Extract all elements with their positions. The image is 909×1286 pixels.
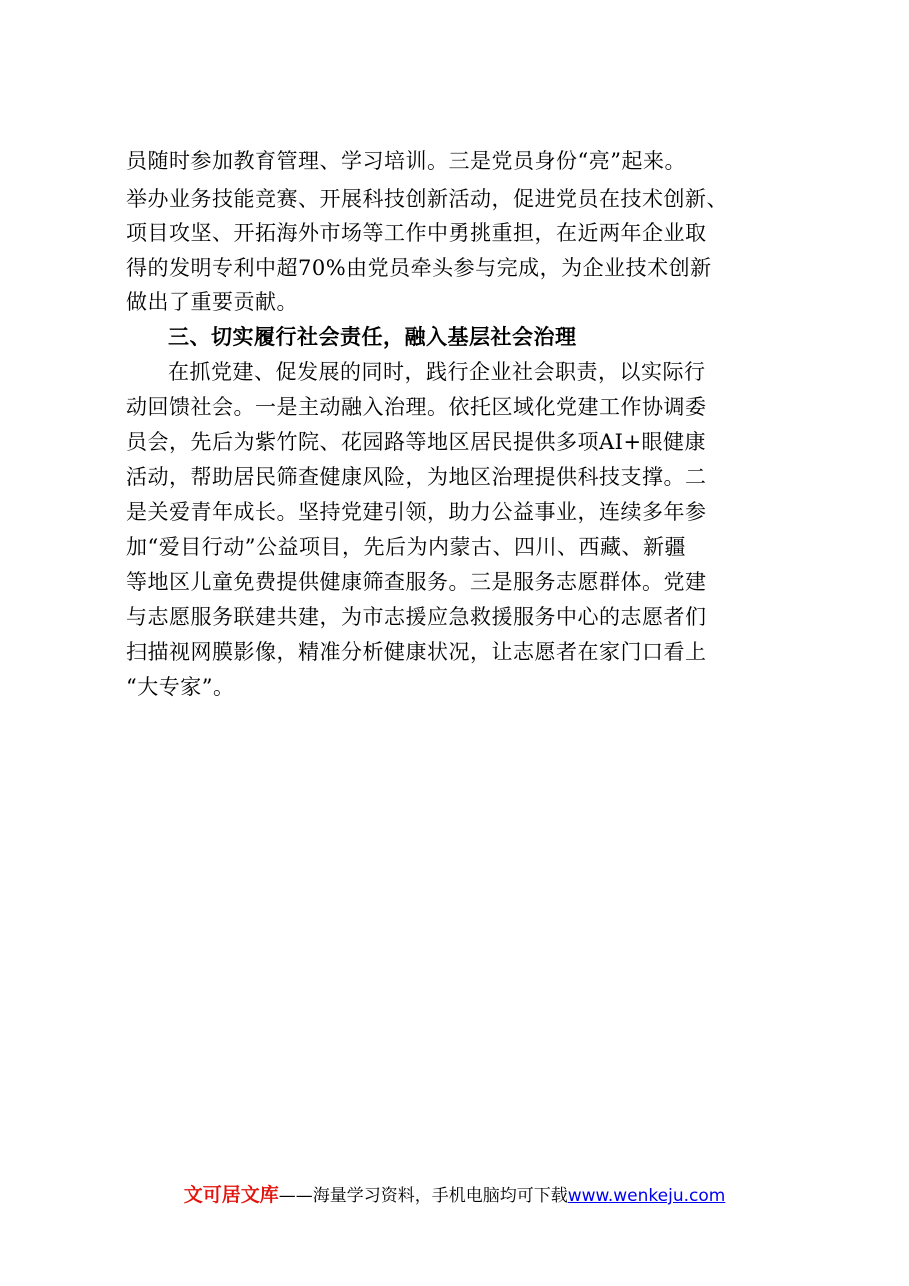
section-heading: 三、切实履行社会责任，融入基层社会治理	[168, 325, 577, 349]
footer-tagline: ——海量学习资料，手机电脑均可下载	[278, 1186, 568, 1206]
body-text-line: 动回馈社会。一是主动融入治理。依托区域化党建工作协调委	[126, 395, 707, 419]
body-text-line: 举办业务技能竞赛、开展科技创新活动，促进党员在技术创新、	[126, 187, 728, 211]
body-text-line: 加“爱目行动”公益项目，先后为内蒙古、四川、西藏、新疆	[126, 535, 686, 559]
body-text-line: 项目攻坚、开拓海外市场等工作中勇挑重担，在近两年企业取	[126, 221, 707, 245]
body-text-line: 在抓党建、促发展的同时，践行企业社会职责，以实际行	[168, 360, 706, 384]
body-text-line: 与志愿服务联建共建，为市志援应急救援服务中心的志愿者们	[126, 605, 707, 629]
body-text-line: 等地区儿童免费提供健康筛查服务。三是服务志愿群体。党建	[126, 570, 707, 594]
body-text-line: “大专家”。	[126, 675, 235, 699]
body-text-line: 是关爱青年成长。坚持党建引领，助力公益事业，连续多年参	[126, 500, 707, 524]
body-text-line: 活动，帮助居民筛查健康风险，为地区治理提供科技支撑。二	[126, 465, 707, 489]
body-text-line: 员会，先后为紫竹院、花园路等地区居民提供多项AI+眼健康	[126, 430, 707, 454]
body-text-line: 得的发明专利中超70%由党员牵头参与完成，为企业技术创新	[126, 256, 712, 280]
footer-link[interactable]: www.wenkeju.com	[567, 1186, 726, 1206]
body-text-line: 扫描视网膜影像，精准分析健康状况，让志愿者在家门口看上	[126, 640, 707, 664]
body-text-line: 做出了重要贡献。	[126, 290, 298, 314]
footer-banner	[0, 1182, 909, 1209]
footer-brand: 文可居文库	[183, 1184, 279, 1206]
body-text-line: 员随时参加教育管理、学习培训。三是党员身份“亮”起来。	[126, 149, 686, 173]
